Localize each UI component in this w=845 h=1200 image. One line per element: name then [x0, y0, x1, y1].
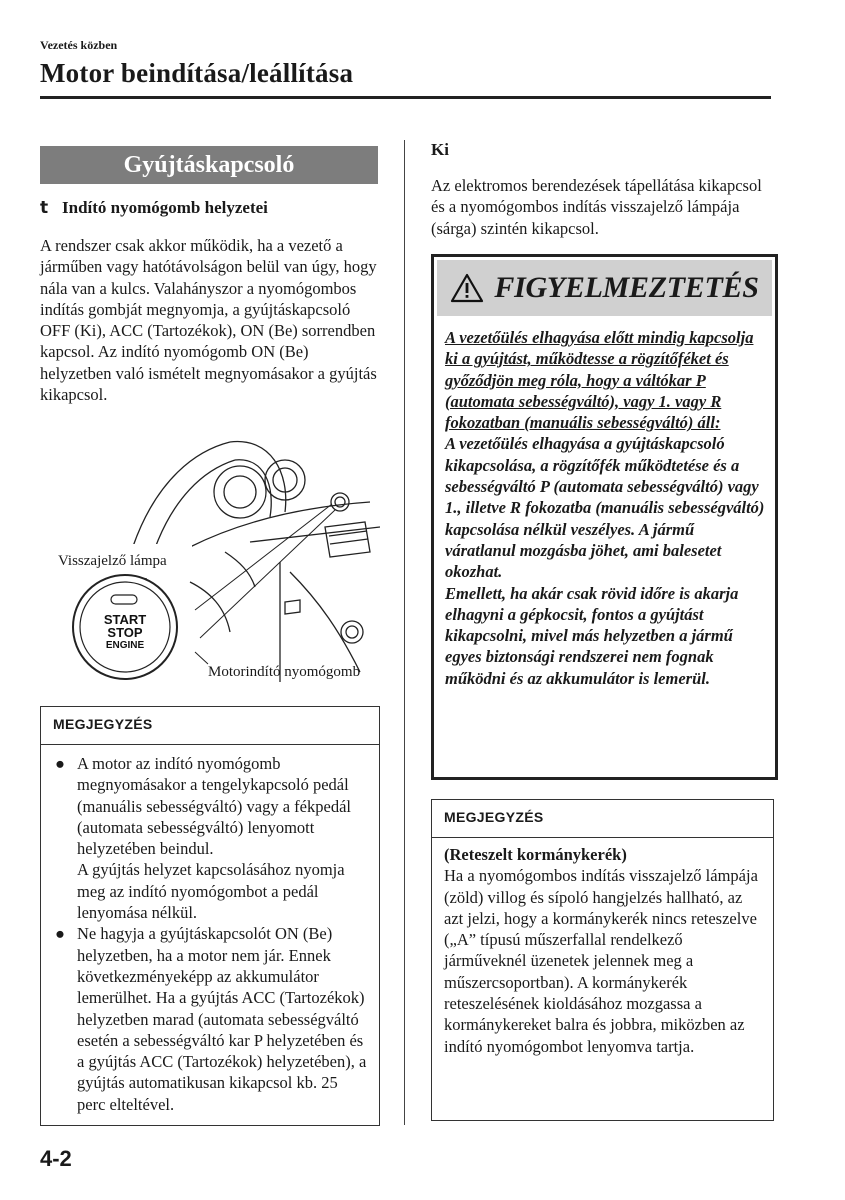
- indicator-lamp: [111, 595, 137, 604]
- note-box-left: [40, 706, 380, 1126]
- note-box-right: [431, 799, 774, 1121]
- bullet-dot: ●: [55, 924, 65, 944]
- note-item-text: A motor az indító nyomógomb megnyomásakor a tengelykapcsoló pedál (manuális sebességváltó) vagy a fékpedál (automata sebességváltó) lenyomott helyzetében beindul.: [77, 754, 351, 859]
- note-title: MEGJEGYZÉS: [41, 707, 379, 745]
- warning-title: FIGYELMEZTETÉS: [494, 271, 759, 304]
- warning-triangle-icon: [450, 273, 484, 303]
- section-banner: Gyújtáskapcsoló: [40, 146, 378, 184]
- button-text-engine: ENGINE: [105, 640, 145, 651]
- button-text-start: START: [103, 612, 147, 627]
- column-divider: [404, 140, 405, 1125]
- button-text-stop: STOP: [107, 625, 143, 640]
- ki-heading: Ki: [431, 140, 449, 159]
- note-body: [432, 838, 773, 1057]
- warning-text: A vezetőülés elhagyása a gyújtáskapcsoló kikapcsolása, a rögzítőfék működtetése és a sebességváltó P (automata sebességváltó) vagy 1., illetve R fokozatba (manuális sebességváltó) kapcsolása nélkül veszélyes. A jármű váratlanul mozgásba jöhet, ami balesetet okozhat.: [445, 434, 765, 582]
- subsection-bullet: t: [40, 198, 49, 218]
- dashboard-illustration: [40, 432, 380, 692]
- bullet-dot: ●: [55, 754, 65, 773]
- list-item: [55, 753, 369, 923]
- warning-box: [431, 254, 778, 780]
- note-list: [41, 753, 379, 1115]
- list-item: [55, 923, 369, 1115]
- subsection-heading-text: Indító nyomógomb helyzetei: [62, 198, 268, 217]
- dash-start-button: [331, 493, 349, 511]
- section-kicker: Vezetés közben: [40, 38, 118, 52]
- note-title: MEGJEGYZÉS: [432, 800, 773, 838]
- page-number: 4-2: [40, 1146, 72, 1171]
- note-text: Ha a nyomógombos indítás visszajelző lámpája (zöld) villog és sípoló hangjelzés hallható, az azt jelzi, hogy a kormánykerék nincs reteszelve („A” típusú műszerfallal rendelkező járműveknél üzenetek jelennek meg a műszercsoportban). A kormánykerék reteszelésének kioldásához mozgassa a kormánykereket balra és jobbra, miközben az indító nyomógombot lenyomva tartja.: [444, 866, 758, 1056]
- warning-banner: [437, 260, 772, 316]
- title-rule: [40, 96, 771, 99]
- page-title: Motor beindítása/leállítása: [40, 58, 354, 88]
- warning-underlined-text: A vezetőülés elhagyása előtt mindig kapcsolja ki a gyújtást, működtesse a rögzítőféket és győződjön meg róla, hogy a váltókar P (automata sebességváltó), vagy 1. vagy R fokozatban (manuális sebességváltó) áll:: [445, 328, 754, 433]
- label-indicator-lamp: Visszajelző lámpa: [58, 553, 167, 569]
- subsection-heading: [40, 198, 268, 218]
- warning-body: [434, 319, 775, 689]
- note-item-text: A gyújtás helyzet kapcsolásához nyomja meg az indító nyomógombot a pedál lenyomása nélkül.: [77, 860, 345, 923]
- warning-text: Emellett, ha akár csak rövid időre is akarja elhagyni a gépkocsit, fontos a gyújtást kikapcsolni, mivel más helyzetben a jármű egyes biztonsági rendszerei nem fognak működni és az akkumulátor is lemerül.: [445, 583, 739, 688]
- ki-paragraph: Az elektromos berendezések tápellátása kikapcsol és a nyomógombos indítás visszajelző lámpája (sárga) szintén kikapcsol.: [431, 176, 762, 238]
- note-subheading: (Reteszelt kormánykerék): [444, 845, 627, 864]
- note-item-text: Ne hagyja a gyújtáskapcsolót ON (Be) helyzetben, ha a motor nem jár. Ennek következményeképp az akkumulátor lemerülhet. Ha a gyújtás ACC (Tartozékok) helyzetben marad (automata sebességváltó esetén a sebességváltó kar P helyzetében és a gyújtás ACC (Tartozékok) helyzetében), a gyújtás automatikusan kikapcsol kb. 25 perc elteltével.: [77, 924, 367, 1114]
- label-start-button: Motorindító nyomógomb: [208, 664, 361, 680]
- intro-paragraph: A rendszer csak akkor működik, ha a vezető a járműben vagy hatótávolságon belül van úgy, hogy nála van a kulcs. Valahányszor a nyomógombos indítás gombját megnyomja, a gyújtáskapcsoló OFF (Ki), ACC (Tartozékok), ON (Be) sorrendben kapcsol. Az indító nyomógomb ON (Be) helyzetben való ismételt megnyomásakor a gyújtás kikapcsol.: [40, 236, 377, 405]
